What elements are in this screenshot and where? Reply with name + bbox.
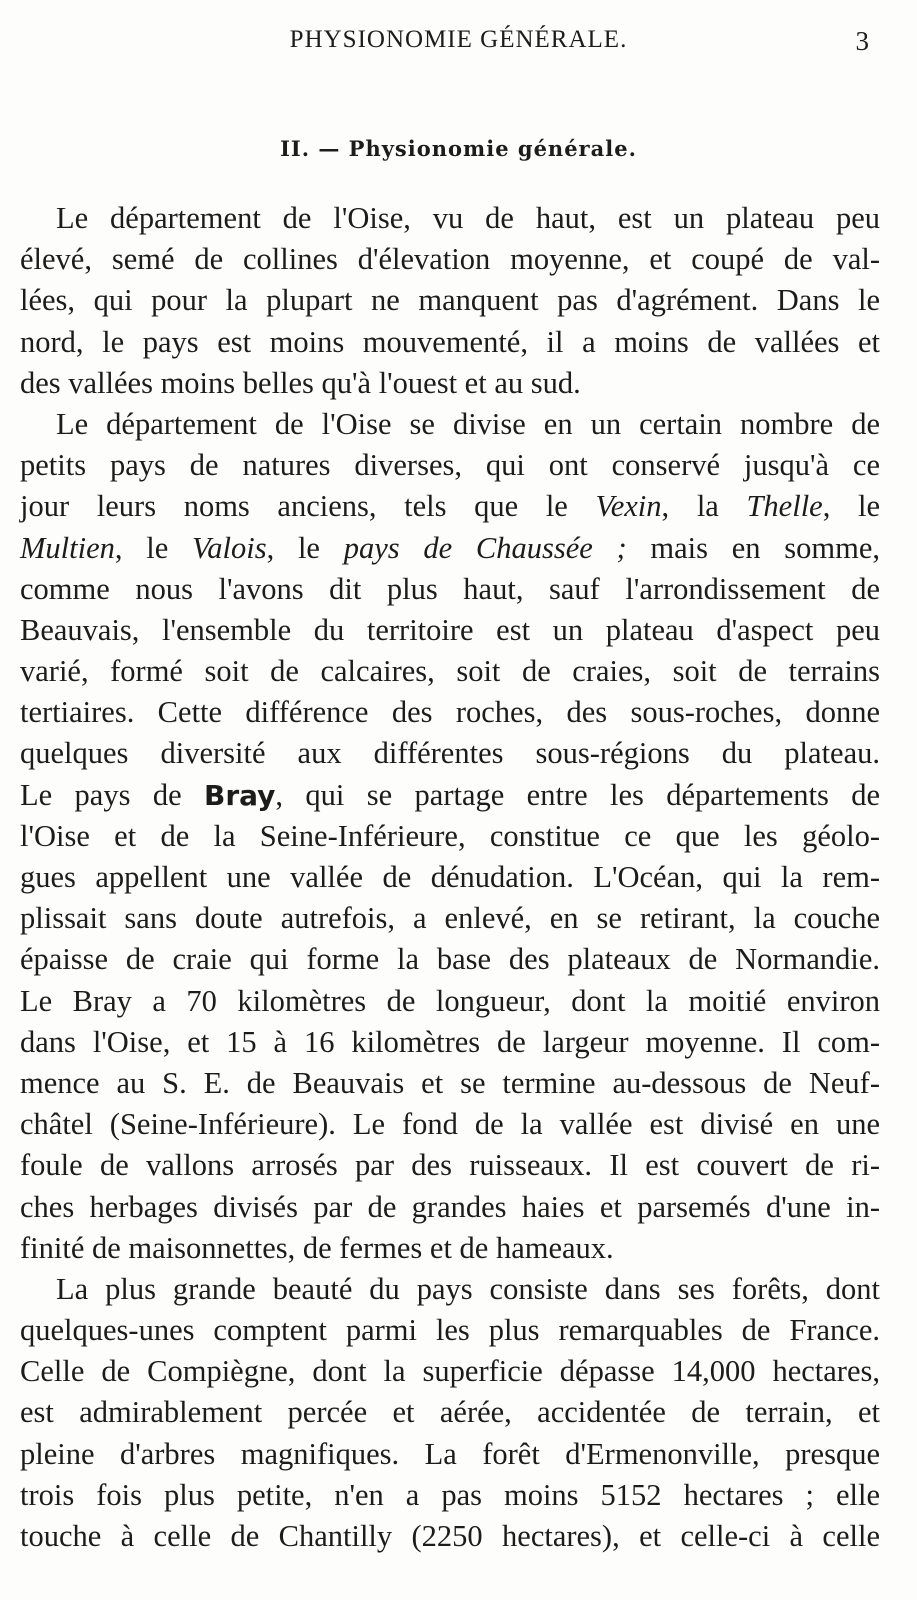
text-line: tertiaires. Cette différence des roches, des sous-roches, donne xyxy=(20,695,880,730)
text-line: gues appellent une vallée de dénudation. L'Océan, qui la rem- xyxy=(20,860,880,894)
text-run: , le xyxy=(822,489,880,524)
text-line xyxy=(20,775,880,816)
place-name-pays-de-chaussee: pays de Chaussée ; xyxy=(343,530,627,565)
text-line: l'Oise et de la Seine-Inférieure, constitue ce que les géolo- xyxy=(20,818,880,853)
text-line: quelques diversité aux différentes sous-régions du plateau. xyxy=(20,736,880,771)
text-line: Le Bray a 70 kilomètres de longueur, dont la moitié environ xyxy=(20,983,880,1018)
section-heading: II. — Physionomie générale. xyxy=(280,136,637,161)
text-line: comme nous l'avons dit plus haut, sauf l'arrondissement de xyxy=(20,571,880,606)
running-title: PHYSIONOMIE GÉNÉRALE. xyxy=(289,26,628,53)
text-line: nord, le pays est moins mouvementé, il a moins de vallées et xyxy=(20,324,880,359)
text-line: châtel (Seine-Inférieure). Le fond de la vallée est divisé en une xyxy=(20,1107,880,1142)
text-run: mais en somme, xyxy=(626,530,881,565)
text-run: , la xyxy=(661,489,747,524)
place-name-valois: Valois xyxy=(192,530,267,565)
text-line: lées, qui pour la plupart ne manquent pas d'agrément. Dans le xyxy=(20,283,880,318)
text-line: finité de maisonnettes, de fermes et de hameaux. xyxy=(20,1230,614,1265)
text-line: La plus grande beauté du pays consiste dans ses forêts, dont xyxy=(56,1271,880,1306)
text-line: des vallées moins belles qu'à l'ouest et au sud. xyxy=(20,365,581,400)
text-line: est admirablement percée et aérée, accidentée de terrain, et xyxy=(20,1395,880,1430)
page-number: 3 xyxy=(855,26,869,56)
body-text xyxy=(20,198,880,1557)
place-name-thelle: Thelle xyxy=(746,489,823,524)
text-line: Celle de Compiègne, dont la superficie dépasse 14,000 hectares, xyxy=(20,1354,880,1389)
text-run: Le pays de xyxy=(20,777,204,812)
running-head xyxy=(0,26,917,60)
text-line: dans l'Oise, et 15 à 16 kilomètres de largeur moyenne. Il com- xyxy=(20,1024,880,1059)
text-run: , le xyxy=(114,530,192,565)
text-line xyxy=(20,486,880,527)
text-line: quelques-unes comptent parmi les plus remarquables de France. xyxy=(20,1313,880,1348)
place-name-multien: Multien xyxy=(20,530,115,565)
text-run: , qui se partage entre les départements de xyxy=(275,777,880,812)
text-run: jour leurs noms anciens, tels que le xyxy=(20,489,596,524)
text-line: Le département de l'Oise, vu de haut, est un plateau peu xyxy=(56,201,880,235)
text-line: touche à celle de Chantilly (2250 hectares), et celle-ci à celle xyxy=(20,1519,880,1553)
place-name-bray: Bray xyxy=(203,778,276,812)
text-line: varié, formé soit de calcaires, soit de craies, soit de terrains xyxy=(20,654,880,689)
text-line: ches herbages divisés par de grandes haies et parsemés d'une in- xyxy=(20,1189,880,1224)
text-line: élevé, semé de collines d'élevation moyenne, et coupé de val- xyxy=(20,242,880,277)
text-line: petits pays de natures diverses, qui ont conservé jusqu'à ce xyxy=(20,448,880,483)
text-line: mence au S. E. de Beauvais et se termine au-dessous de Neuf- xyxy=(20,1065,880,1100)
text-line: trois fois plus petite, n'en a pas moins 5152 hectares ; elle xyxy=(20,1477,880,1512)
text-line: Le département de l'Oise se divise en un certain nombre de xyxy=(56,406,880,441)
place-name-vexin: Vexin xyxy=(595,489,662,524)
text-line: pleine d'arbres magnifiques. La forêt d'Ermenonville, presque xyxy=(20,1436,880,1471)
text-line: épaisse de craie qui forme la base des plateaux de Normandie. xyxy=(20,942,880,977)
text-line: Beauvais, l'ensemble du territoire est un plateau d'aspect peu xyxy=(20,612,880,647)
text-run: , le xyxy=(266,530,344,565)
text-line: plissait sans doute autrefois, a enlevé, en se retirant, la couche xyxy=(20,901,880,936)
text-line: foule de vallons arrosés par des ruisseaux. Il est couvert de ri- xyxy=(20,1148,880,1183)
text-line xyxy=(20,528,880,569)
